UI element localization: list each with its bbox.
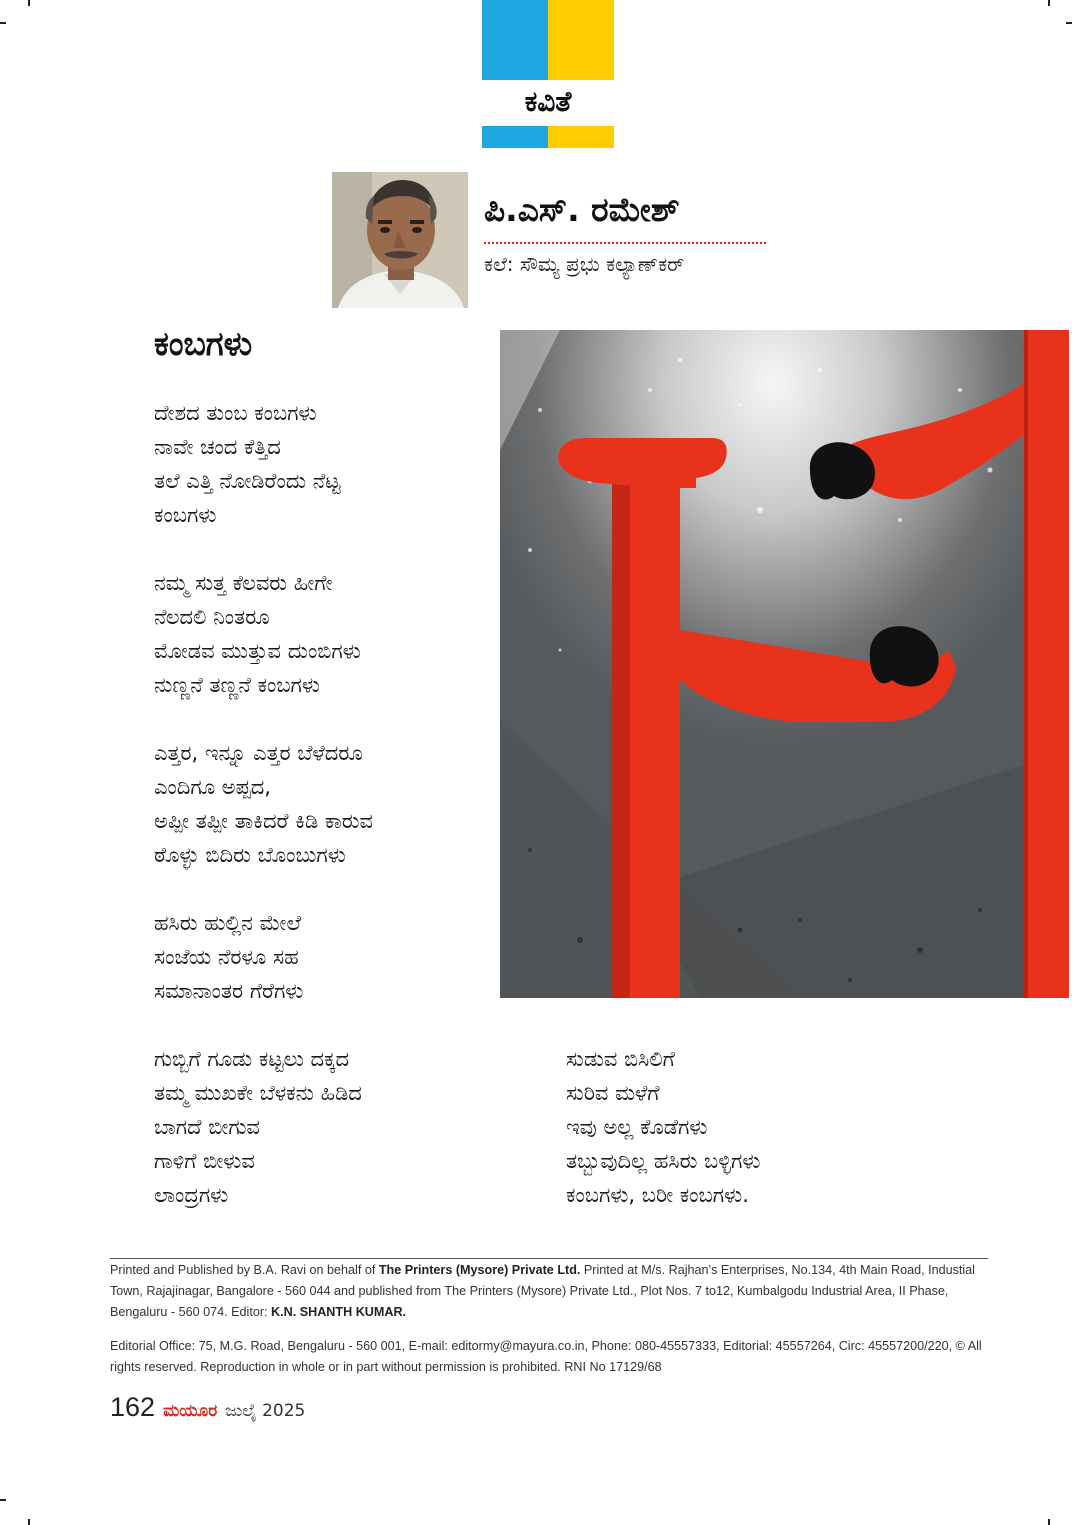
magazine-name: ಮಯೂರ: [163, 1401, 218, 1421]
crop-mark: [28, 0, 30, 6]
poem-line: ಸಂಜೆಯ ನೆರಳೂ ಸಹ: [154, 945, 299, 969]
poem-line: ಇವು ಅಲ್ಲ ಕೊಡೆಗಳು: [566, 1115, 708, 1139]
poem-line: ಸುಡುವ ಬಿಸಿಲಿಗೆ: [566, 1047, 675, 1071]
imprint-contact: Editorial Office: 75, M.G. Road, Bengaluru - 560 001, E-mail: editormy@mayura.co.in, Phone: 080-45557333, Editorial: 45557264, Circ: 45557200/220, © All rights reserved. Reproduction in whole or in part without permission is prohibited. RNI No 17129/68: [110, 1339, 982, 1374]
badge-blue-block: [482, 0, 548, 80]
section-badge: [482, 0, 614, 148]
crop-mark: [1066, 22, 1072, 24]
author-divider: [484, 242, 766, 244]
poem-line: ಹಸಿರು ಹುಲ್ಲಿನ ಮೇಲೆ: [154, 911, 301, 935]
badge-yellow-block: [548, 126, 614, 148]
author-name: ಪಿ.ಎಸ್‌. ರಮೇಶ್: [484, 190, 680, 229]
imprint-editor-name: K.N. SHANTH KUMAR.: [271, 1305, 407, 1319]
poem-line: ಮೋಡವ ಮುತ್ತುವ ದುಂಬಿಗಳು: [154, 639, 361, 663]
poem-line: ಅಪ್ಪೀ ತಪ್ಪೀ ತಾಕಿದರೆ ಕಿಡಿ ಕಾರುವ: [154, 809, 373, 833]
poem-line: ಸುರಿವ ಮಳೆಗೆ: [566, 1081, 660, 1105]
pillars-lamp-illustration: [500, 330, 1069, 998]
poem-line: ನುಣ್ಣನೆ ತಣ್ಣನೆ ಕಂಬಗಳು: [154, 673, 320, 697]
poem-line: ಲಾಂದ್ರಗಳು: [154, 1183, 229, 1207]
poem-line: ಎಂದಿಗೂ ಅಪ್ಪದ,: [154, 775, 271, 799]
poem-title: ಕಂಬಗಳು: [154, 324, 253, 363]
poem-line: ತಮ್ಮ ಮುಖಕೇ ಬೆಳಕನು ಹಿಡಿದ: [154, 1081, 362, 1105]
section-label: ಕವಿತೆ: [524, 85, 572, 118]
page-footer: [110, 1392, 305, 1428]
poem-line: ಕಂಬಗಳು, ಬರೀ ಕಂಬಗಳು.: [566, 1183, 749, 1207]
art-credit: ಕಲೆ: ಸೌಮ್ಯ ಪ್ರಭು ಕಲ್ಯಾಣ್‌ಕರ್: [484, 252, 685, 276]
author-photo: [332, 172, 468, 308]
poem-line: ಕಂಬಗಳು: [154, 503, 217, 527]
poem-line: ಠೊಳ್ಳು ಬಿದಿರು ಬೊಂಬುಗಳು: [154, 843, 346, 867]
poem-line: ತಲೆ ಎತ್ತಿ ನೋಡಿರೆಂದು ನೆಟ್ಟ: [154, 469, 341, 493]
author-portrait-image: [332, 172, 468, 308]
poem-line: ತಬ್ಬುವುದಿಲ್ಲ ಹಸಿರು ಬಳ್ಳಿಗಳು: [566, 1149, 761, 1173]
imprint-divider: [110, 1258, 988, 1259]
crop-mark: [1048, 1519, 1050, 1525]
poem-line: ಬಾಗದೆ ಬೀಗುವ: [154, 1115, 260, 1139]
page-number: 162: [110, 1392, 156, 1422]
crop-mark: [0, 1499, 6, 1501]
poem-line: ನಾವೇ ಚಂದ ಕೆತ್ತಿದ: [154, 435, 281, 459]
poem-line: ಎತ್ತರ, ಇನ್ನೂ ಎತ್ತರ ಬೆಳೆದರೂ: [154, 741, 363, 765]
poem-line: ಗುಬ್ಬಿಗೆ ಗೂಡು ಕಟ್ಟಲು ದಕ್ಕದ: [154, 1047, 350, 1071]
imprint-text: Printed at M/s. Rajhan’s Enterprises, No.134, 4th Main Road, Industial Town, Rajajinagar, Bangalore - 560 044 and published from The Printers (Mysore) Private Ltd., Plot Nos. 7 to12, Kumbalgodu Industrial Area, II Phase, Bengaluru - 560 074. Editor:: [110, 1263, 975, 1319]
imprint-publisher: [110, 1260, 990, 1323]
crop-mark: [0, 22, 6, 24]
poem-line: ಗಾಳಿಗೆ ಬೀಳುವ: [154, 1149, 255, 1173]
poem-line: ನೆಲದಲಿ ನಿಂತರೂ: [154, 605, 270, 629]
badge-color-bar-bottom: [482, 126, 614, 148]
badge-color-bar-top: [482, 0, 614, 80]
crop-mark: [28, 1519, 30, 1525]
poem-illustration: [500, 330, 1069, 998]
poem-line: ದೇಶದ ತುಂಬ ಕಂಬಗಳು: [154, 401, 317, 425]
crop-mark: [1048, 0, 1050, 6]
imprint-publisher-name: The Printers (Mysore) Private Ltd.: [378, 1263, 581, 1277]
poem-line: ಸಮಾನಾಂತರ ಗೆರೆಗಳು: [154, 979, 304, 1003]
badge-yellow-block: [548, 0, 614, 80]
imprint-text: Printed and Published by B.A. Ravi on behalf of: [110, 1263, 379, 1277]
poem-line: ನಮ್ಮ ಸುತ್ತ ಕೆಲವರು ಹೀಗೇ: [154, 571, 333, 595]
issue-date: ಜುಲೈ 2025: [225, 1401, 306, 1421]
badge-blue-block: [482, 126, 548, 148]
